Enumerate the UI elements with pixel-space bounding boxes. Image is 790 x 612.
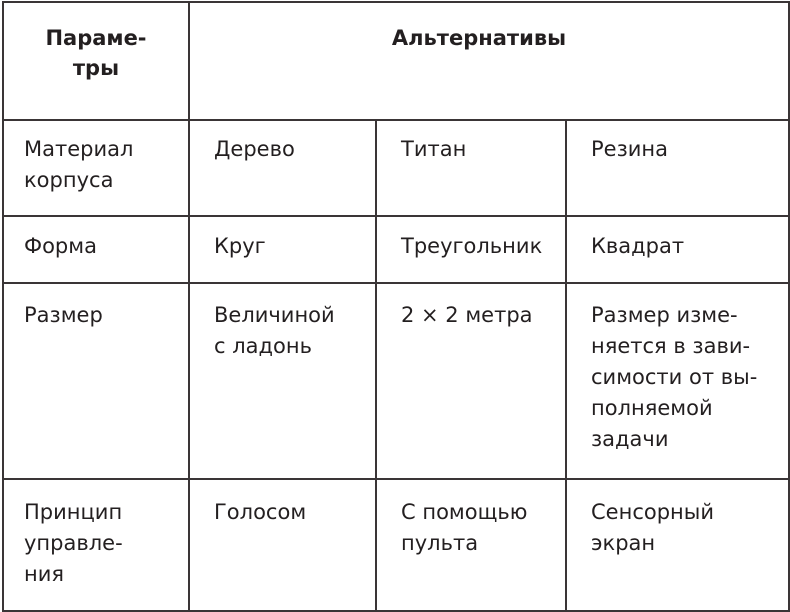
- alternative-cell: Титан: [376, 120, 566, 216]
- alternative-cell: Дерево: [189, 120, 376, 216]
- parameter-cell: Материал корпуса: [3, 120, 189, 216]
- morphological-table: [2, 1, 790, 612]
- table-header-row: [3, 2, 789, 120]
- header-parameters: Параме- тры: [3, 2, 189, 120]
- table-row: [3, 120, 789, 216]
- alternative-cell: Резина: [566, 120, 789, 216]
- alternative-cell: Круг: [189, 216, 376, 283]
- header-alternatives: Альтернативы: [189, 2, 789, 120]
- alternative-cell: 2 × 2 метра: [376, 283, 566, 479]
- table-row: [3, 283, 789, 479]
- alternative-cell: Треугольник: [376, 216, 566, 283]
- table-row: [3, 479, 789, 611]
- parameter-cell: Размер: [3, 283, 189, 479]
- parameter-cell: Форма: [3, 216, 189, 283]
- alternative-cell: Сенсорный экран: [566, 479, 789, 611]
- alternative-cell: Размер изме- няется в зави- симости от вы- полняемой задачи: [566, 283, 789, 479]
- alternative-cell: Голосом: [189, 479, 376, 611]
- alternative-cell: Квадрат: [566, 216, 789, 283]
- alternative-cell: Величиной с ладонь: [189, 283, 376, 479]
- table-row: [3, 216, 789, 283]
- alternative-cell: С помощью пульта: [376, 479, 566, 611]
- parameter-cell: Принцип управле- ния: [3, 479, 189, 611]
